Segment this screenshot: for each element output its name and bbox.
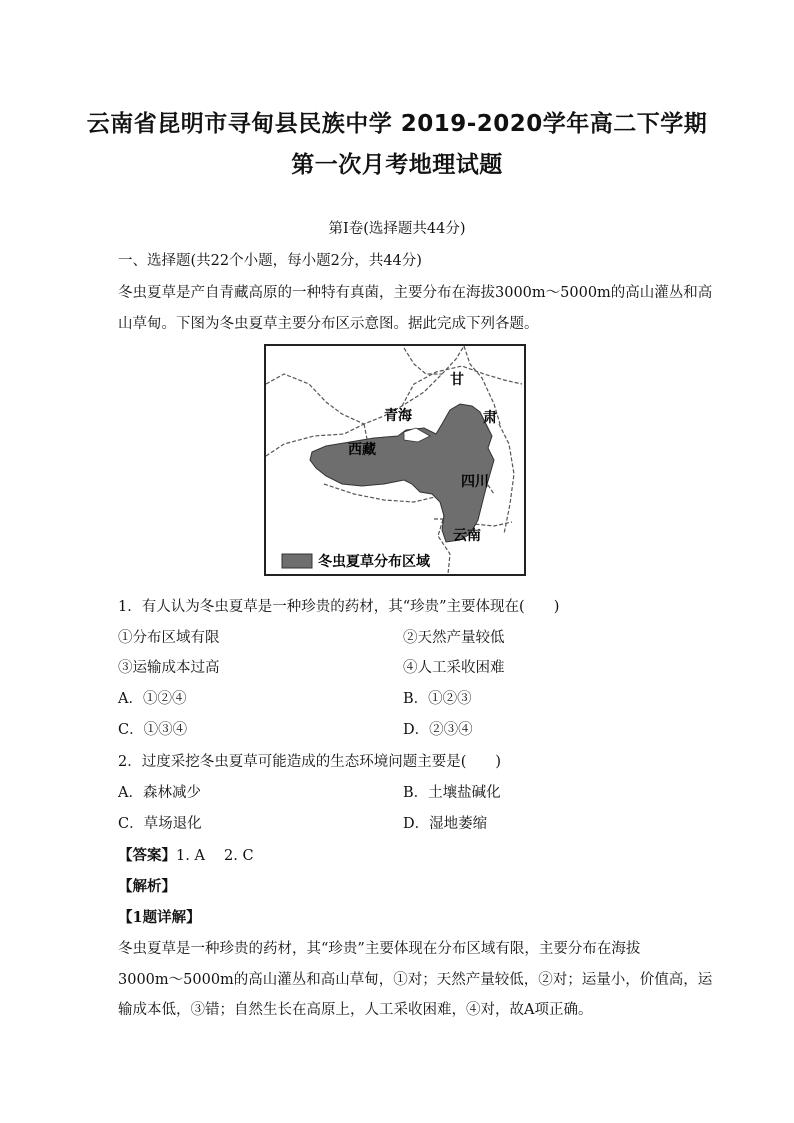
part-heading: 一、选择题(共22个小题，每小题2分，共44分) bbox=[118, 253, 422, 269]
map-label-gansu: 甘 bbox=[450, 373, 464, 388]
q2-option-b: B．土壤盐碱化 bbox=[403, 785, 501, 801]
q1-statement-3: ③运输成本过高 bbox=[118, 660, 220, 676]
q2-option-c: C．草场退化 bbox=[118, 816, 202, 832]
analysis-line2: 3000m～5000m的高山灌丛和高山草甸，①对；天然产量较低，②对；运量小，价值高，运 bbox=[118, 972, 713, 988]
map-label-xizang: 西藏 bbox=[348, 443, 376, 458]
volume-label: 第Ⅰ卷(选择题共44分) bbox=[328, 221, 466, 237]
q1-option-a: A．①②④ bbox=[118, 691, 187, 707]
question-1-stem: 1．有人认为冬虫夏草是一种珍贵的药材，其“珍贵”主要体现在( ) bbox=[118, 599, 560, 615]
map-label-su: 肃 bbox=[483, 411, 497, 426]
map-label-sichuan: 四川 bbox=[461, 475, 489, 490]
analysis-line1: 冬虫夏草是一种珍贵的药材，其“珍贵”主要体现在分布区域有限，主要分布在海拔 bbox=[118, 941, 641, 957]
legend-swatch bbox=[282, 554, 312, 568]
map-label-yunnan: 云南 bbox=[453, 529, 481, 544]
q1-statement-1: ①分布区域有限 bbox=[118, 630, 220, 646]
question-2-stem: 2．过度采挖冬虫夏草可能造成的生态环境问题主要是( ) bbox=[118, 754, 502, 770]
doc-title-line1: 云南省昆明市寻甸县民族中学 2019-2020学年高二下学期 bbox=[86, 111, 708, 137]
q2-option-a: A．森林减少 bbox=[118, 785, 201, 801]
analysis-sub-label: 【1题详解】 bbox=[118, 909, 201, 926]
answer-label: 【答案】 bbox=[118, 847, 176, 864]
passage-line1: 冬虫夏草是产自青藏高原的一种特有真菌，主要分布在海拔3000m～5000m的高山灌丛和高 bbox=[118, 285, 713, 301]
analysis-label: 【解析】 bbox=[118, 878, 176, 895]
doc-title-line2: 第一次月考地理试题 bbox=[291, 152, 503, 178]
q1-statement-4: ④人工采收困难 bbox=[403, 660, 505, 676]
q2-option-d: D．湿地萎缩 bbox=[403, 816, 488, 832]
map-label-qinghai: 青海 bbox=[384, 409, 412, 424]
legend-label: 冬虫夏草分布区域 bbox=[318, 555, 430, 570]
answer-text: 1. A 2. C bbox=[176, 848, 254, 864]
passage-line2: 山草甸。下图为冬虫夏草主要分布区示意图。据此完成下列各题。 bbox=[118, 316, 539, 332]
q1-statement-2: ②天然产量较低 bbox=[403, 630, 505, 646]
q1-option-c: C．①③④ bbox=[118, 722, 188, 738]
cordyceps-distribution-map bbox=[264, 344, 526, 576]
q1-option-b: B．①②③ bbox=[403, 691, 472, 707]
q1-option-d: D．②③④ bbox=[403, 722, 473, 738]
analysis-line3: 输成本低，③错；自然生长在高原上，人工采收困难，④对，故A项正确。 bbox=[118, 1002, 593, 1018]
answer-row bbox=[118, 844, 254, 865]
